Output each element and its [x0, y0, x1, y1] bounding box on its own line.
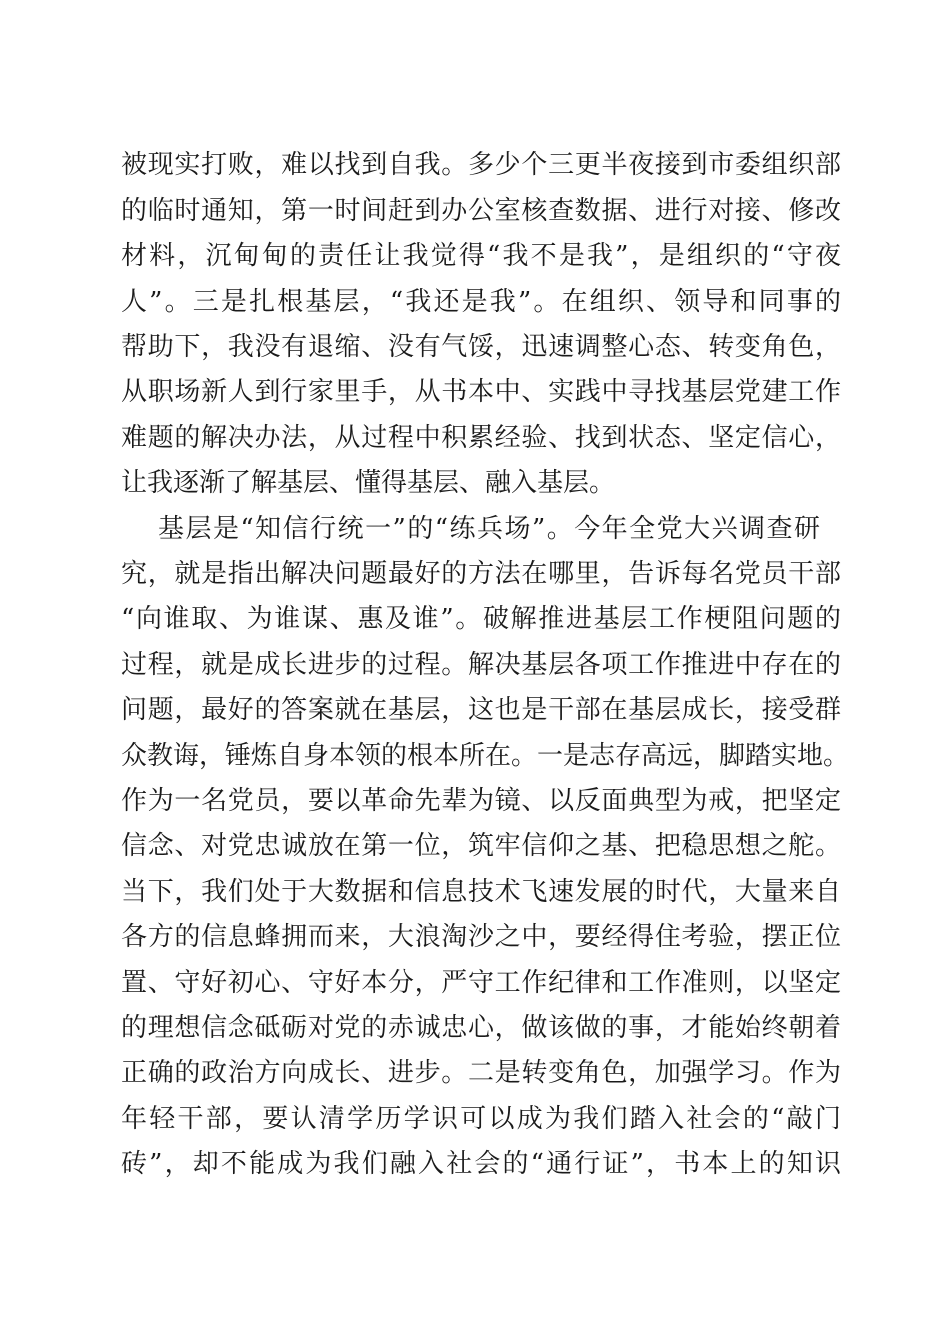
text-line-22: 年轻干部，要认清学历学识可以成为我们踏入社会的“敲门: [121, 1104, 841, 1134]
text-line-8: 让我逐渐了解基层、懂得基层、融入基层。: [121, 468, 616, 498]
text-line-10: 究，就是指出解决问题最好的方法在哪里，告诉每名党员干部: [121, 559, 841, 589]
text-line-20: 的理想信念砥砺对党的赤诚忠心，做该做的事，才能始终朝着: [121, 1013, 841, 1043]
text-line-1: 被现实打败，难以找到自我。多少个三更半夜接到市委组织部: [121, 150, 841, 180]
text-line-23: 砖”，却不能成为我们融入社会的“通行证”，书本上的知识: [121, 1149, 841, 1179]
text-line-4: 人”。三是扎根基层，“我还是我”。在组织、领导和同事的: [121, 287, 841, 317]
text-line-3: 材料，沉甸甸的责任让我觉得“我不是我”，是组织的“守夜: [121, 241, 841, 271]
text-line-7: 难题的解决办法，从过程中积累经验、找到状态、坚定信心，: [121, 423, 841, 453]
text-line-6: 从职场新人到行家里手，从书本中、实践中寻找基层党建工作: [121, 377, 841, 407]
text-line-21: 正确的政治方向成长、进步。二是转变角色，加强学习。作为: [121, 1058, 841, 1088]
text-line-16: 信念、对党忠诚放在第一位，筑牢信仰之基、把稳思想之舵。: [121, 831, 841, 861]
text-line-11: “向谁取、为谁谋、惠及谁”。破解推进基层工作梗阻问题的: [121, 604, 841, 634]
text-line-18: 各方的信息蜂拥而来，大浪淘沙之中，要经得住考验，摆正位: [121, 922, 841, 952]
text-line-12: 过程，就是成长进步的过程。解决基层各项工作推进中存在的: [121, 650, 841, 680]
text-line-14: 众教诲，锤炼自身本领的根本所在。一是志存高远，脚踏实地。: [121, 741, 850, 771]
text-line-19: 置、守好初心、守好本分，严守工作纪律和工作准则，以坚定: [121, 968, 841, 998]
text-line-5: 帮助下，我没有退缩、没有气馁，迅速调整心态、转变角色，: [121, 332, 841, 362]
paragraph-start-line: 基层是“知信行统一”的“练兵场”。今年全党大兴调查研: [158, 514, 820, 544]
text-line-17: 当下，我们处于大数据和信息技术飞速发展的时代，大量来自: [121, 877, 841, 907]
text-line-15: 作为一名党员，要以革命先辈为镜、以反面典型为戒，把坚定: [121, 786, 841, 816]
text-line-2: 的临时通知，第一时间赶到办公室核查数据、进行对接、修改: [121, 196, 841, 226]
text-line-13: 问题，最好的答案就在基层，这也是干部在基层成长，接受群: [121, 695, 841, 725]
